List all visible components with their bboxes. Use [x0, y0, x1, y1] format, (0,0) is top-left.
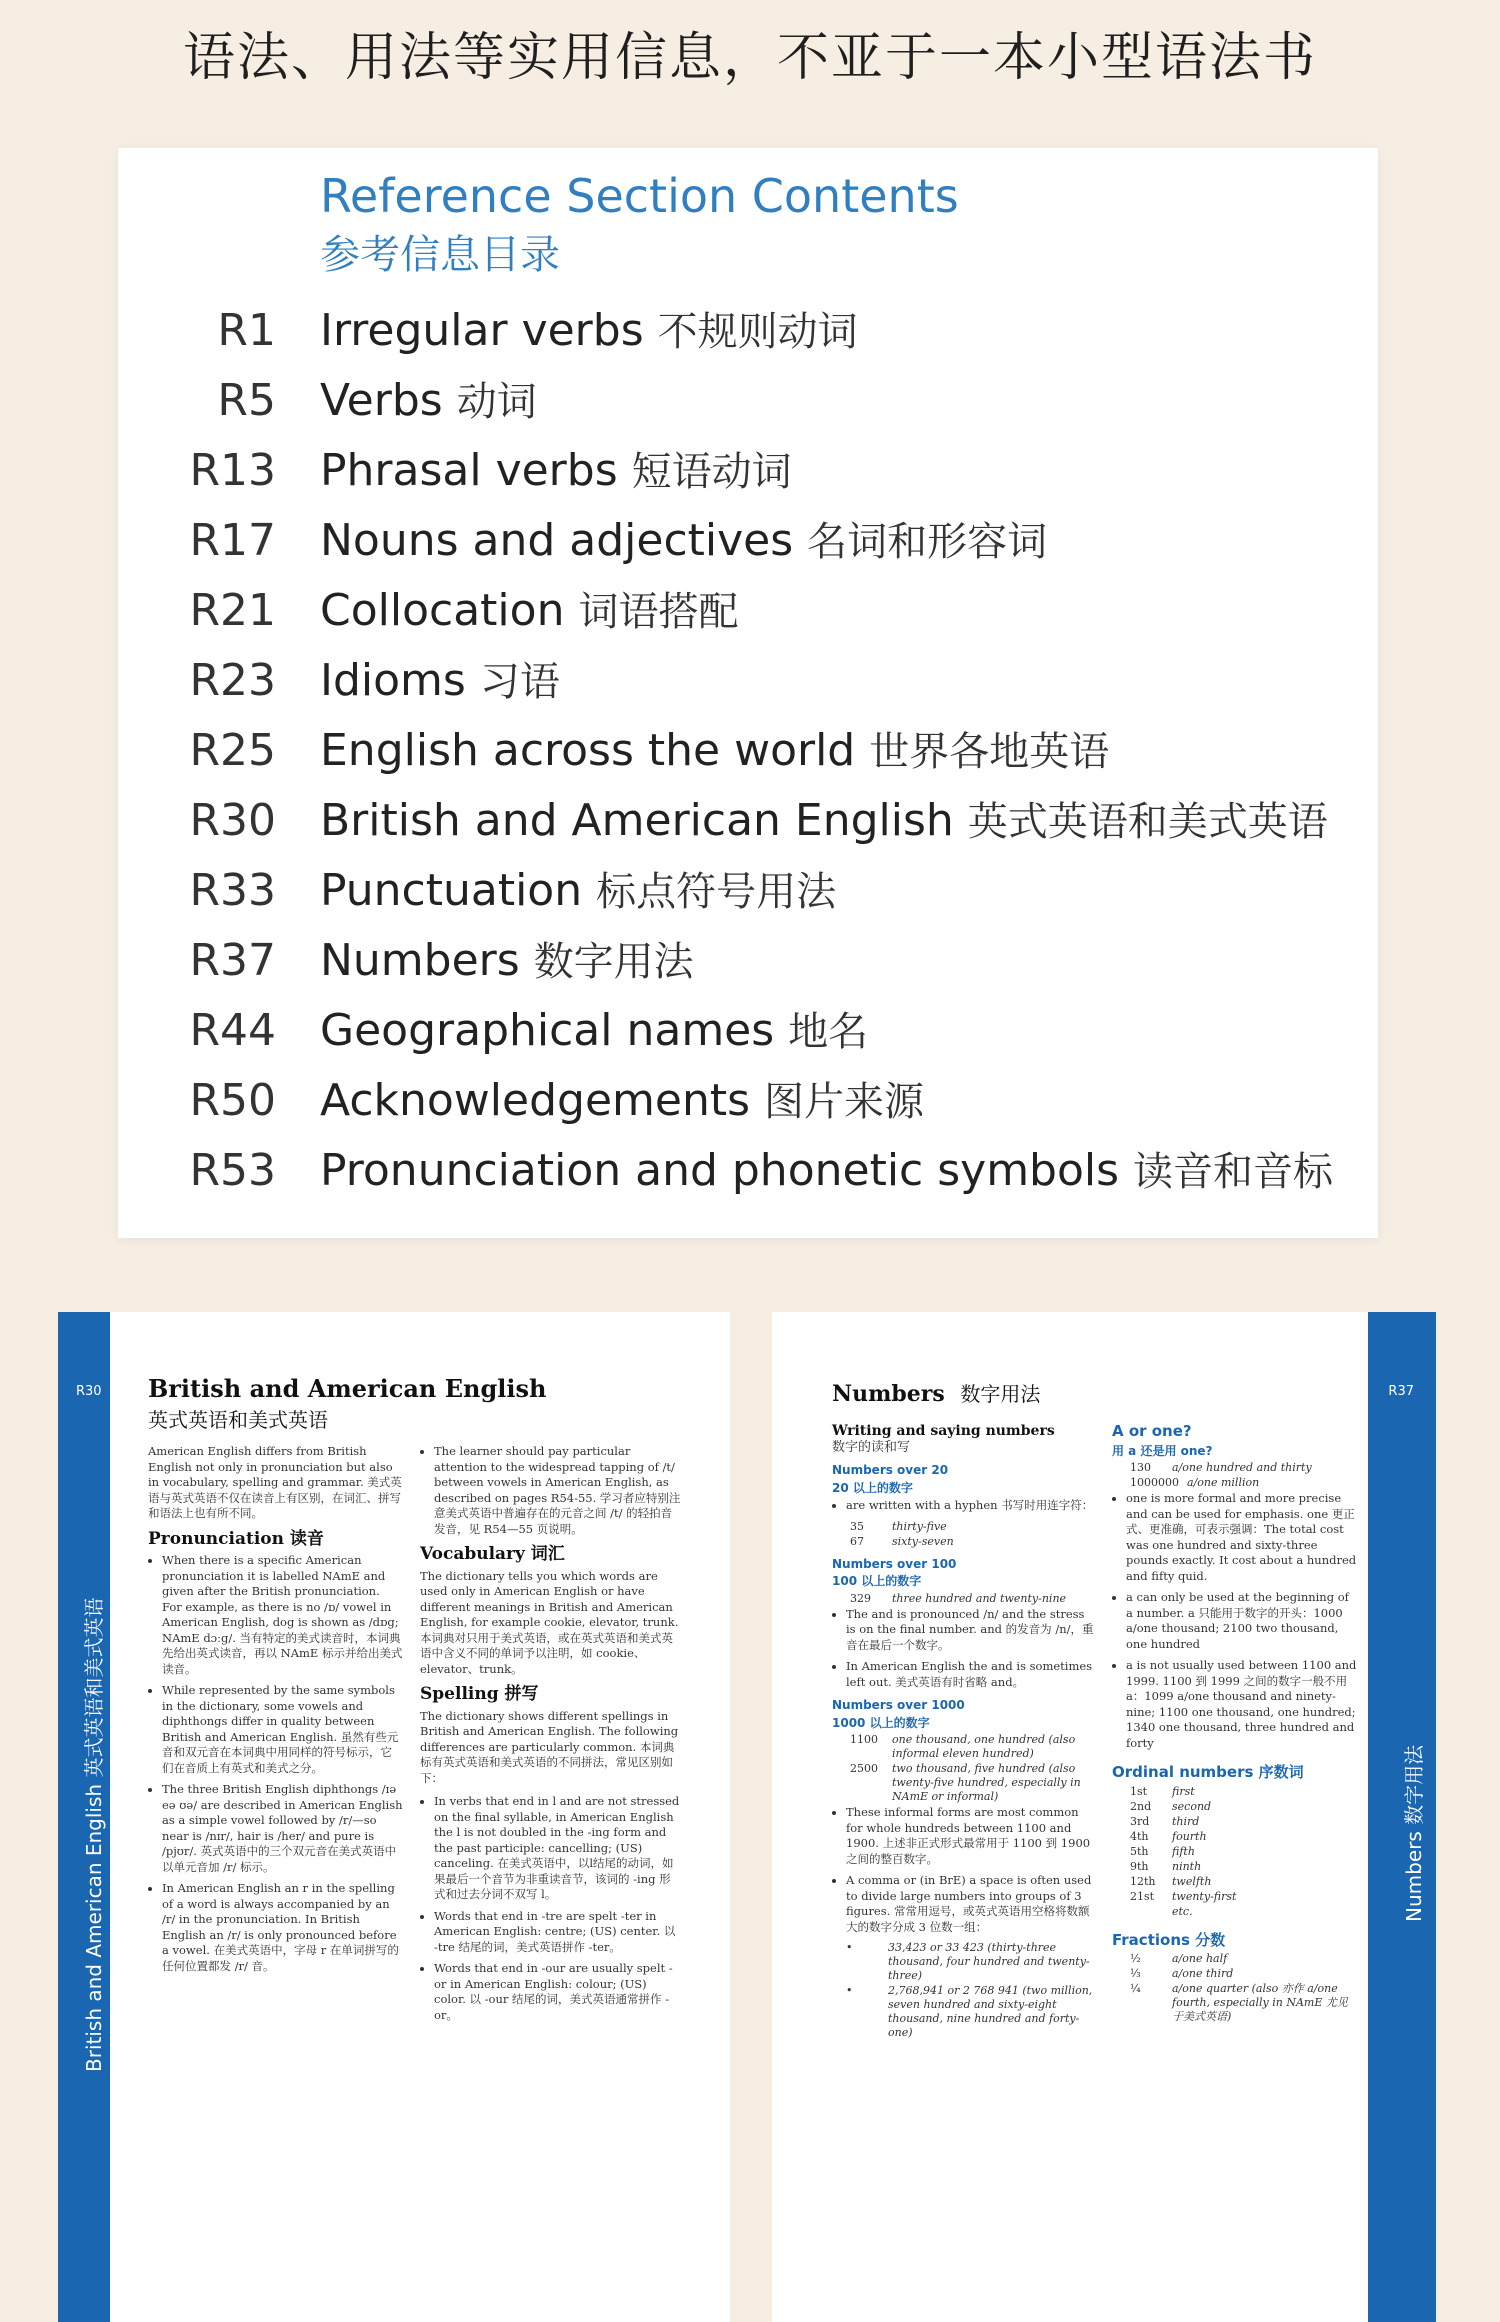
page-tab-number: R30	[76, 1384, 102, 1399]
list-item: • The and is pronounced /n/ and the stress is on the final number. and 的发音为 /n/，重音在最后一个数字。	[846, 1607, 1097, 1654]
list-item: • While represented by the same symbols in the dictionary, some vowels and diphthongs differ in quality between British and American English. 虽然有些元音和双元音在本词典中用同样的符号标示，它们在音质上有英式和美式之分。	[162, 1683, 403, 1776]
toc-entry-title: English across the world 世界各地英语	[320, 725, 1110, 776]
page-heading: British and American English	[148, 1374, 547, 1403]
example-row: 130 a/one hundred and thirty	[1130, 1461, 1312, 1474]
toc-entry-title: British and American English 英式英语和美式英语	[320, 795, 1328, 846]
list-item: • a is not usually used between 1100 and 1999. 1100 到 1999 之间的数字一般不用 a：1099 a/one thousand and ninety-nine; 1100 one thousand, one hundred; 1340 one thousand, three hundred and forty	[1126, 1658, 1357, 1751]
intro-paragraph: American English differs from British English not only in pronunciation but also in vocabulary, spelling and grammar. 美式英语与英式英语不仅在读音上有区别，在词汇、拼写和语法上也有所不同。	[148, 1444, 402, 1520]
toc-entry[interactable]	[118, 436, 1378, 506]
list-item: • In American English an r in the spelling of a word is always accompanied by an /r/ in the pronunciation. In British English an /r/ is only pronounced before a vowel. 在美式英语中，字母 r 在单词拼写的任何位置都发 /r/ 音。	[162, 1881, 403, 1974]
example-row: 12th twelfth	[1130, 1874, 1212, 1888]
toc-entry[interactable]	[118, 786, 1378, 856]
subheading-over-20-chinese: 20 以上的数字	[832, 1480, 913, 1495]
list-item: • A comma or (in BrE) a space is often used to divide large numbers into groups of 3 figures. 常常用逗号，或英式英语用空格将数额大的数字分成 3 位数一组：	[846, 1873, 1097, 1935]
page-tab-number: R37	[1388, 1384, 1414, 1399]
toc-entry-chinese: 习语	[479, 659, 560, 705]
toc-page-number: R5	[217, 375, 276, 426]
toc-entry-chinese: 短语动词	[631, 449, 792, 495]
toc-entry-chinese: 世界各地英语	[869, 729, 1110, 775]
toc-page-number: R53	[189, 1145, 276, 1196]
list-item: • one is more formal and more precise and can be used for emphasis. one 更正式、更准确，可表示强调：The total cost was one hundred and sixty-three pounds exactly. It cost about a hundred and fifty quid.	[1126, 1491, 1357, 1584]
toc-page-number: R1	[217, 305, 276, 356]
toc-entry-title: Acknowledgements 图片来源	[320, 1075, 925, 1126]
reference-subtitle: 参考信息目录	[320, 232, 560, 278]
example-row: 2nd second	[1130, 1799, 1212, 1813]
toc-page-number: R13	[189, 445, 276, 496]
toc-entry-chinese: 图片来源	[764, 1079, 925, 1125]
toc-entry-title: Verbs 动词	[320, 375, 537, 426]
toc-entry[interactable]	[118, 1136, 1378, 1206]
spelling-list	[420, 1794, 682, 2023]
toc-entry-chinese: 读音和音标	[1133, 1149, 1334, 1195]
reference-contents-card	[118, 148, 1378, 1238]
reference-toc	[118, 296, 1378, 1206]
toc-entry[interactable]	[118, 716, 1378, 786]
vocabulary-paragraph: The dictionary tells you which words are used only in American English or have different meanings in British and American English, for example cookie, elevator, trunk. 本词典对只用于美式英语，或在英式英语和美式英语中含义不同的单词予以注明，如 cookie、elevator、trunk。	[420, 1568, 679, 1676]
example-row: • 33,423 or 33 423 (thirty-three thousand, four hundred and twenty-three)	[846, 1941, 1090, 1982]
list-item: • Words that end in -our are usually spelt -or in American English: colour; (US) color. 以 -our 结尾的词，美式英语通常拼作 -or。	[434, 1961, 682, 2023]
toc-entry-title: Pronunciation and phonetic symbols 读音和音标	[320, 1145, 1334, 1196]
subheading-ordinal: Ordinal numbers 序数词	[1112, 1763, 1304, 1781]
list-item: • The learner should pay particular attention to the widespread tapping of /t/ between vowels in American English, as described on pages R54-55. 学习者应特别注意美式英语中普遍存在的元音之间 /t/ 的轻拍音发音，见 R54—55 页说明。	[434, 1444, 682, 1537]
toc-entry[interactable]	[118, 366, 1378, 436]
spelling-paragraph: The dictionary shows different spellings in British and American English. The following differences are particularly common. 本词典标有英式英语和美式英语的不同拼法，常见区别如下：	[420, 1708, 679, 1785]
section-heading: Writing and saying numbers	[832, 1423, 1055, 1439]
subheading-over-1000: Numbers over 1000	[832, 1698, 965, 1712]
example-row: ⅓ a/one third	[1130, 1967, 1234, 1980]
subheading-over-20: Numbers over 20	[832, 1463, 949, 1477]
toc-page-number: R37	[189, 935, 276, 986]
list-item: • Words that end in -tre are spelt -ter in American English: centre; (US) center. 以 -tre 结尾的词，美式英语拼作 -ter。	[434, 1909, 682, 1956]
subheading-fractions: Fractions 分数	[1112, 1930, 1226, 1949]
book-page-numbers	[772, 1312, 1436, 2322]
toc-page-number: R33	[189, 865, 276, 916]
toc-page-number: R44	[189, 1005, 276, 1056]
example-row: 67 sixty-seven	[850, 1534, 954, 1548]
left-column	[832, 1424, 1097, 2041]
subheading-over-1000-chinese: 1000 以上的数字	[832, 1715, 930, 1730]
subheading-a-or-one-chinese: 用 a 还是用 one?	[1112, 1443, 1213, 1458]
section-heading-vocabulary: Vocabulary 词汇	[420, 1544, 565, 1564]
left-column	[148, 1444, 403, 1980]
toc-entry-title: Punctuation 标点符号用法	[320, 865, 837, 916]
page-heading-chinese: 英式英语和美式英语	[148, 1408, 328, 1432]
toc-entry-title: Nouns and adjectives 名词和形容词	[320, 515, 1048, 566]
example-row: 1000000 a/one million	[1130, 1476, 1260, 1489]
toc-entry-chinese: 地名	[788, 1009, 869, 1055]
toc-entry-chinese: 词语搭配	[578, 589, 739, 635]
over1000-list	[832, 1805, 1097, 1935]
toc-entry-chinese: 数字用法	[533, 939, 694, 985]
example-row: ½ a/one half	[1130, 1952, 1228, 1965]
example-row: 5th fifth	[1130, 1844, 1195, 1858]
example-row: 2500 two thousand, five hundred (also twenty-five hundred, especially in NAmE or informal)	[850, 1762, 1081, 1803]
example-row: • 2,768,941 or 2 768 941 (two million, seven hundred and sixty-eight thousand, nine hundred and forty-one)	[846, 1984, 1093, 2039]
list-item: • a can only be used at the beginning of a number. a 只能用于数字的开头：1000 a/one thousand; 2100 two thousand, one hundred	[1126, 1590, 1357, 1652]
example-row: 4th fourth	[1130, 1829, 1207, 1843]
example-row: 3rd third	[1130, 1814, 1200, 1828]
toc-page-number: R23	[189, 655, 276, 706]
example-row: 1100 one thousand, one hundred (also informal eleven hundred)	[850, 1733, 1076, 1760]
book-page-british-american	[58, 1312, 730, 2322]
list-item: • When there is a specific American pronunciation it is labelled NAmE and given after the British pronunciation. For example, as there is no /ɒ/ vowel in American English, dog is shown as /dɒg; NAmE dɔːg/. 当有特定的美式读音时，本词典先给出英式读音，再以 NAmE 标示并给出美式读音。	[162, 1553, 403, 1677]
example-row: 9th ninth	[1130, 1859, 1202, 1873]
toc-entry[interactable]	[118, 296, 1378, 366]
section-heading-chinese: 数字的读和写	[832, 1439, 911, 1455]
toc-entry-chinese: 标点符号用法	[596, 869, 837, 915]
toc-page-number: R50	[189, 1075, 276, 1126]
example-row: ¼ a/one quarter (also 亦作 a/one fourth, especially in NAmE 尤见于美式英语)	[1130, 1982, 1348, 2023]
right-column	[420, 1444, 682, 2029]
edge-section-title: British and American English 英式英语和美式英语	[82, 1597, 106, 2072]
list-item: • These informal forms are most common for whole hundreds between 1100 and 1900. 上述非正式形式最常用于 1100 到 1900 之间的整百数字。	[846, 1805, 1097, 1867]
toc-entry-title: Idioms 习语	[320, 655, 560, 706]
subheading-over-100-chinese: 100 以上的数字	[832, 1574, 922, 1588]
list-item: • The three British English diphthongs /ɪə eə ʊə/ are described in American English as a simple vowel followed by /r/—so near is /nɪr/, hair is /her/ and pure is /pjʊr/. 英式英语中的三个双元音在美式英语中以单元音加 /r/ 标示。	[162, 1782, 403, 1875]
toc-entry-chinese: 动词	[456, 379, 537, 425]
toc-page-number: R25	[189, 725, 276, 776]
subheading-over-100: Numbers over 100	[832, 1556, 957, 1571]
list-item: • are written with a hyphen 书写时用连字符：	[846, 1498, 1097, 1514]
toc-entry[interactable]	[118, 856, 1378, 926]
page-heading: Numbers 数字用法	[832, 1381, 1041, 1407]
toc-entry-chinese: 不规则动词	[657, 309, 858, 355]
section-heading-spelling: Spelling 拼写	[420, 1684, 539, 1704]
example-row: etc.	[1172, 1904, 1193, 1918]
toc-entry-chinese: 英式英语和美式英语	[967, 799, 1328, 845]
toc-entry-title: Numbers 数字用法	[320, 935, 694, 986]
edge-section-title: Numbers 数字用法	[1402, 1744, 1426, 1922]
toc-page-number: R21	[189, 585, 276, 636]
reference-title: Reference Section Contents	[320, 169, 959, 223]
example-row: 329 three hundred and twenty-nine	[850, 1591, 1067, 1605]
promo-banner: 语法、用法等实用信息，不亚于一本小型语法书	[182, 28, 1317, 88]
right-column	[1112, 1424, 1357, 2025]
example-row: 21st twenty-first	[1130, 1889, 1237, 1903]
over20-list	[832, 1498, 1097, 1514]
a-or-one-list	[1112, 1491, 1357, 1751]
toc-entry[interactable]	[118, 996, 1378, 1066]
page-heading-chinese: 数字用法	[960, 1382, 1041, 1406]
over100-list	[832, 1607, 1097, 1691]
toc-entry[interactable]	[118, 1066, 1378, 1136]
toc-entry[interactable]	[118, 646, 1378, 716]
toc-entry[interactable]	[118, 576, 1378, 646]
section-heading-pronunciation: Pronunciation 读音	[148, 1528, 324, 1549]
list-item: • In American English the and is sometimes left out. 美式英语有时省略 and。	[846, 1659, 1097, 1690]
toc-entry-title: Geographical names 地名	[320, 1005, 869, 1056]
toc-page-number: R17	[189, 515, 276, 566]
toc-page-number: R30	[189, 795, 276, 846]
list-item: • In verbs that end in l and are not stressed on the final syllable, in American English the l is not doubled in the -ing form and the past participle: cancelling; (US) canceling. 在美式英语中，以l结尾的动词，如果最后一个音节为非重读音节，该词的 -ing 形式和过去分词不双写 l。	[434, 1794, 682, 1903]
pronunciation-list	[148, 1553, 403, 1974]
toc-entry-title: Irregular verbs 不规则动词	[320, 305, 858, 356]
example-row: 35 thirty-five	[850, 1519, 947, 1533]
toc-entry[interactable]	[118, 926, 1378, 996]
toc-entry[interactable]	[118, 506, 1378, 576]
intro-list	[420, 1444, 682, 1537]
toc-entry-title: Collocation 词语搭配	[320, 585, 739, 636]
subheading-a-or-one: A or one?	[1112, 1422, 1192, 1440]
example-row: 1st first	[1130, 1784, 1195, 1798]
toc-entry-title: Phrasal verbs 短语动词	[320, 445, 792, 496]
toc-entry-chinese: 名词和形容词	[807, 519, 1048, 565]
